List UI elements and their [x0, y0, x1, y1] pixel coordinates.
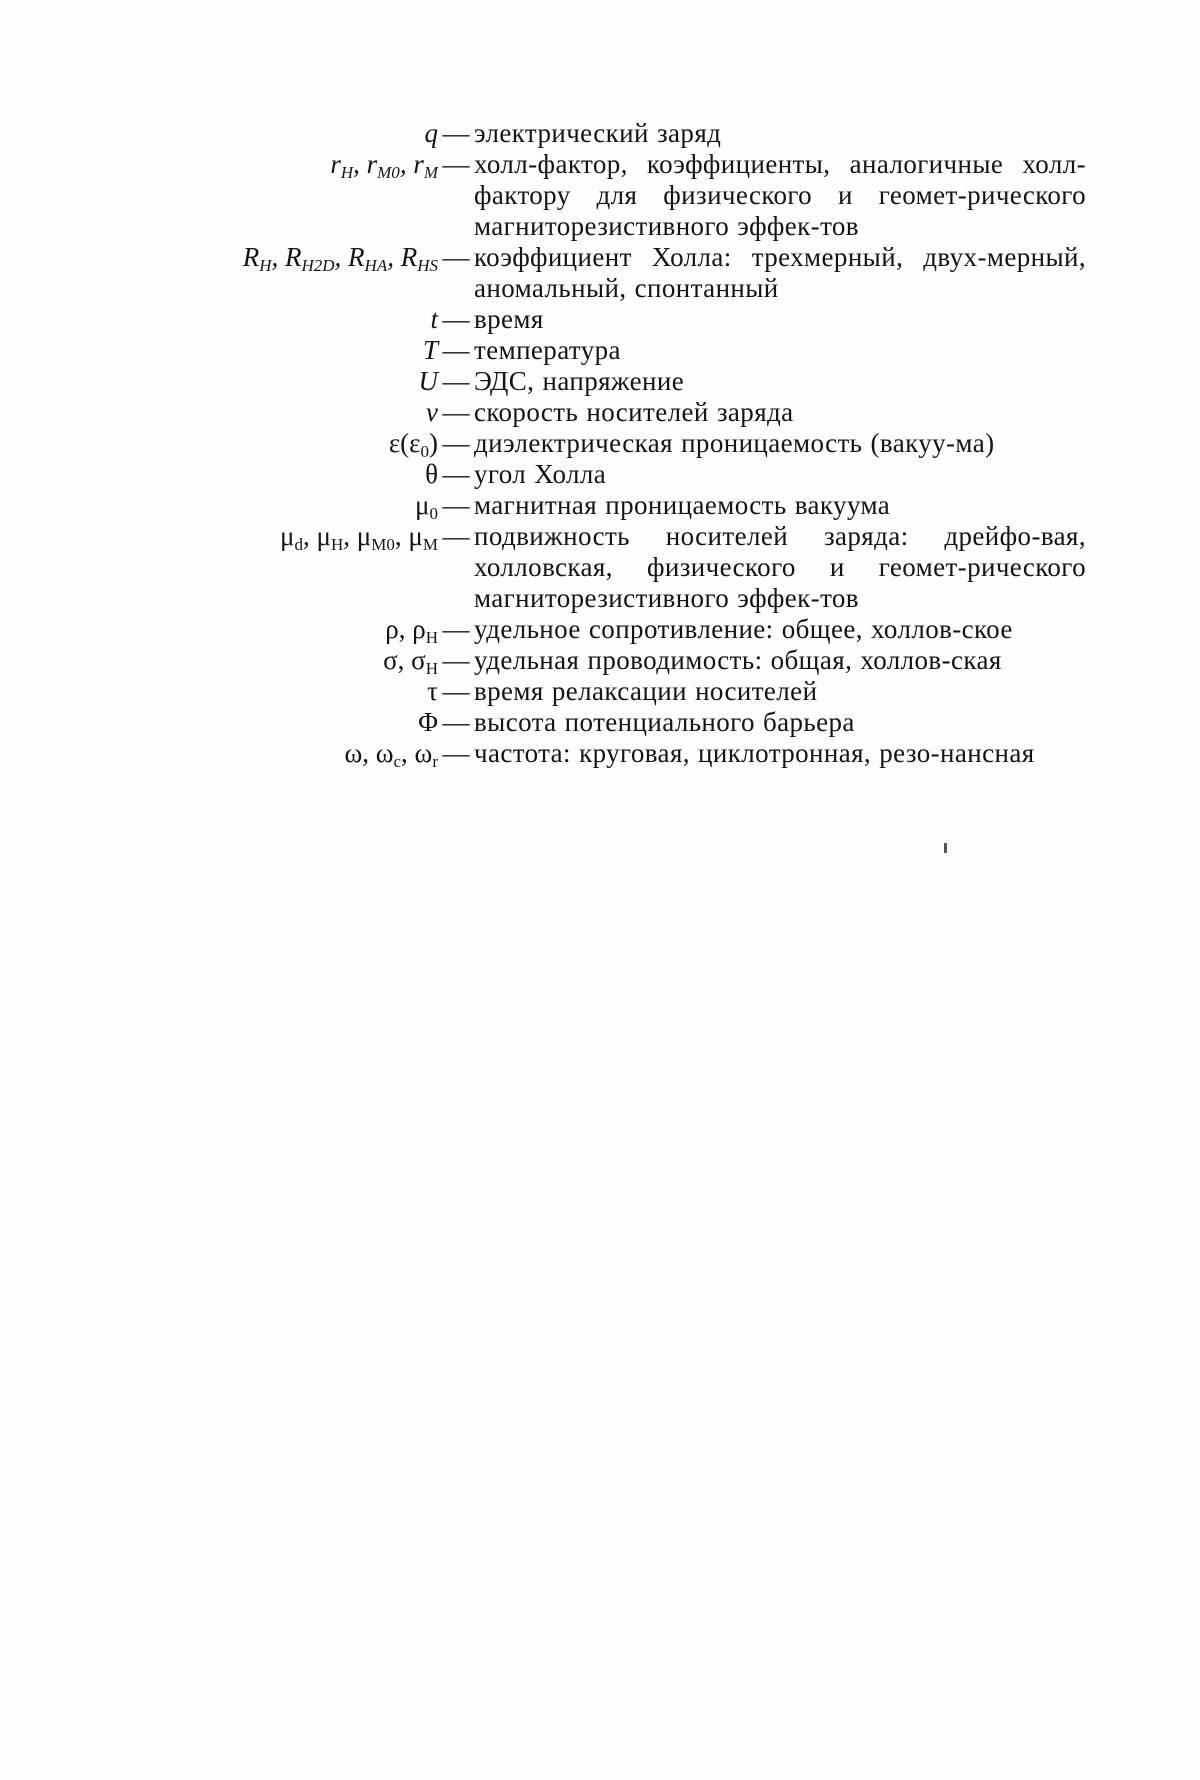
glossary-entry: [100, 149, 1090, 242]
glossary-description: частота: круговая, циклотронная, резо-нансная: [474, 738, 1035, 768]
glossary-description: температура: [474, 335, 621, 365]
glossary-description: высота потенциального барьера: [474, 707, 855, 737]
glossary-symbol: $R_H$, $R_{H2D}$, $R_{HA}$, $R_{HS}$: [242, 242, 438, 275]
glossary-entry: [100, 242, 1090, 304]
glossary-symbol: ω, $\omega_c$, $\omega_r$: [344, 738, 438, 771]
glossary-separator: —: [442, 397, 470, 427]
glossary-entry: [100, 335, 1090, 366]
glossary-description: магнитная проницаемость вакуума: [474, 490, 891, 520]
glossary-symbol: θ: [425, 459, 438, 489]
glossary-separator: —: [442, 521, 470, 551]
glossary-description: ЭДС, напряжение: [474, 366, 685, 396]
glossary-entry: [100, 614, 1090, 645]
stray-print-mark: [944, 843, 947, 853]
glossary-symbol: $\mu_d$, $\mu_H$, $\mu_{M0}$, $\mu_M$: [280, 521, 438, 554]
glossary-entry: [100, 676, 1090, 707]
glossary-entry: [100, 707, 1090, 738]
glossary-entry: [100, 397, 1090, 428]
glossary-description: удельная проводимость: общая, холлов-ская: [474, 645, 1002, 675]
glossary-entry: [100, 428, 1090, 459]
glossary-symbol: q: [424, 118, 438, 148]
glossary-description: коэффициент Холла: трехмерный, двух-мерный, аномальный, спонтанный: [474, 242, 1086, 303]
glossary-description: холл-фактор, коэффициенты, аналогичные холл-фактору для физического и геомет-рического магниторезистивного эффек-тов: [474, 149, 1086, 241]
glossary-separator: —: [442, 459, 470, 489]
glossary-entry: [100, 645, 1090, 676]
glossary-separator: —: [442, 614, 470, 644]
glossary-separator: —: [442, 304, 470, 334]
glossary-description: угол Холла: [474, 459, 607, 489]
glossary-separator: —: [442, 335, 470, 365]
glossary-separator: —: [442, 490, 470, 520]
glossary-separator: —: [442, 149, 470, 179]
glossary-symbol: v: [426, 397, 438, 427]
glossary-entry: [100, 490, 1090, 521]
symbol-glossary: [100, 118, 1090, 769]
glossary-description: удельное сопротивление: общее, холлов-ское: [474, 614, 1013, 644]
glossary-separator: —: [442, 707, 470, 737]
glossary-entry: [100, 738, 1090, 769]
glossary-description: подвижность носителей заряда: дрейфо-вая, холловская, физического и геомет-рического магниторезистивного эффек-тов: [474, 521, 1086, 613]
glossary-symbol: Φ: [418, 707, 438, 737]
glossary-entry: [100, 366, 1090, 397]
glossary-symbol: ρ, $\rho_H$: [385, 614, 438, 647]
glossary-separator: —: [442, 118, 470, 148]
glossary-symbol: T: [422, 335, 438, 365]
glossary-symbol: σ, $\sigma_H$: [383, 645, 438, 678]
glossary-symbol: $r_H$, $r_{M0}$, $r_M$: [330, 149, 438, 182]
glossary-separator: —: [442, 738, 470, 768]
glossary-symbol: τ: [427, 676, 438, 706]
glossary-entry: [100, 459, 1090, 490]
glossary-separator: —: [442, 242, 470, 272]
glossary-entry: [100, 304, 1090, 335]
glossary-description: скорость носителей заряда: [474, 397, 794, 427]
glossary-symbol: U: [418, 366, 438, 396]
glossary-description: время релаксации носителей: [474, 676, 818, 706]
glossary-description: электрический заряд: [474, 118, 722, 148]
glossary-description: диэлектрическая проницаемость (вакуу-ма): [474, 428, 995, 458]
glossary-separator: —: [442, 645, 470, 675]
glossary-separator: —: [442, 366, 470, 396]
glossary-symbol: $\varepsilon(\varepsilon_0)$: [388, 428, 438, 461]
glossary-symbol: $\mu_0$: [415, 490, 438, 523]
glossary-separator: —: [442, 428, 470, 458]
glossary-separator: —: [442, 676, 470, 706]
glossary-entry: [100, 118, 1090, 149]
glossary-entry: [100, 521, 1090, 614]
glossary-description: время: [474, 304, 544, 334]
glossary-symbol: t: [430, 304, 438, 334]
